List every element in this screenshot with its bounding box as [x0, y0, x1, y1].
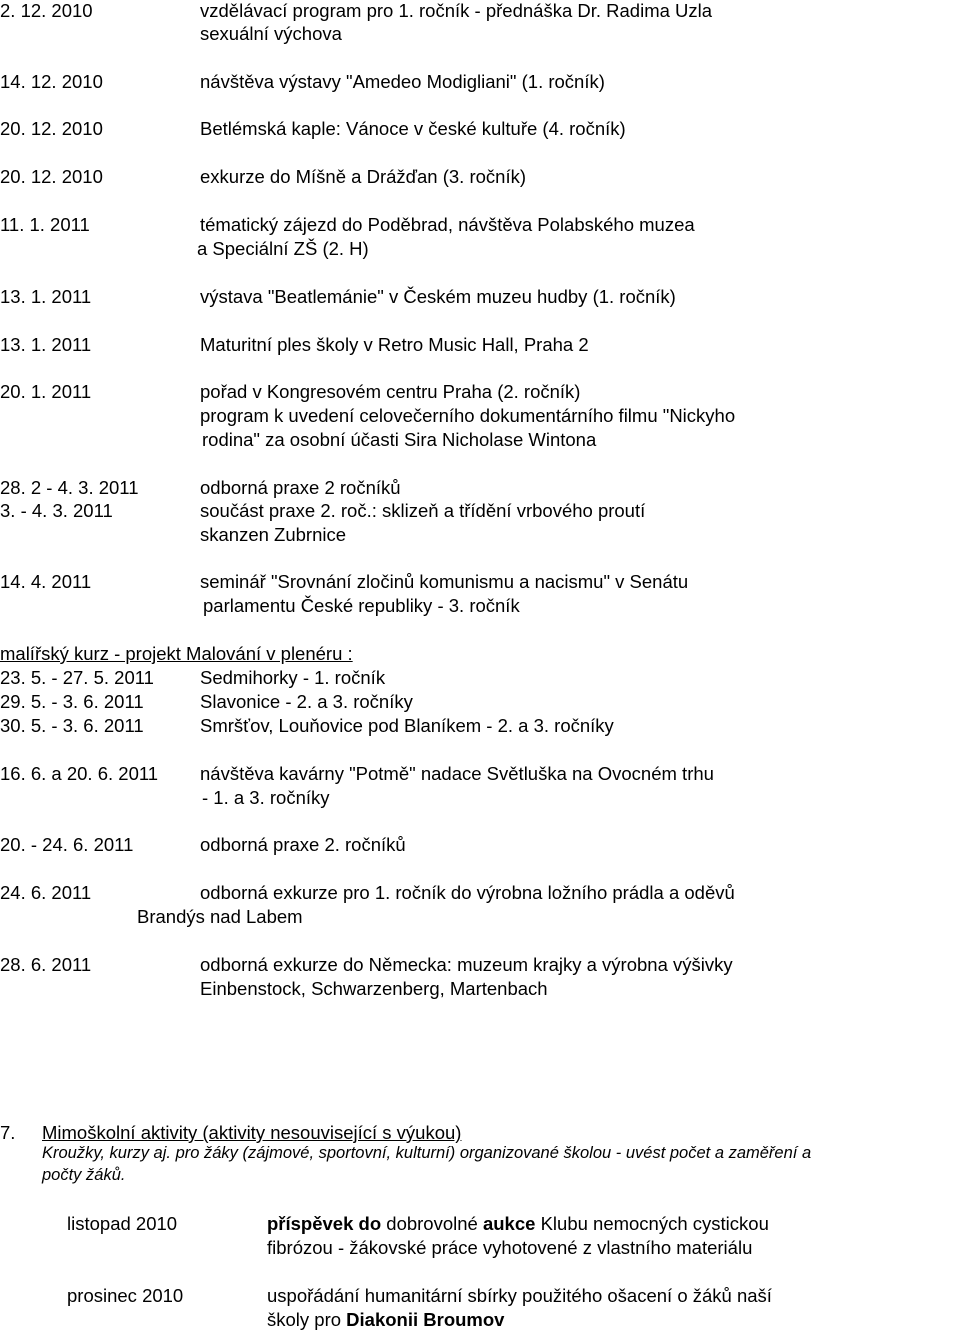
event-date: 16. 6. a 20. 6. 2011	[0, 763, 159, 784]
event-text: návštěva kavárny "Potmě" nadace Světluška na Ovocném trhu	[200, 763, 714, 784]
activity-bold: Diakonii Broumov	[346, 1309, 505, 1330]
event-date: 13. 1. 2011	[0, 334, 92, 355]
activity-bold: aukce	[482, 1213, 536, 1234]
course-text: Slavonice - 2. a 3. ročníky	[200, 691, 413, 712]
event-text: pořad v Kongresovém centru Praha (2. ročník)	[200, 381, 581, 402]
event-text: Einbenstock, Schwarzenberg, Martenbach	[200, 978, 548, 999]
event-text: program k uvedení celovečerního dokumentárního filmu "Nickyho	[200, 405, 736, 426]
event-text: sexuální výchova	[200, 23, 342, 44]
event-text: exkurze do Míšně a Drážďan (3. ročník)	[200, 166, 526, 187]
event-text: - 1. a 3. ročníky	[202, 787, 330, 808]
section-title: Mimoškolní aktivity (aktivity nesouvisející s výukou)	[42, 1122, 462, 1143]
activity-span: školy pro	[267, 1309, 347, 1330]
course-text: Sedmihorky - 1. ročník	[200, 667, 386, 688]
event-date: 24. 6. 2011	[0, 882, 92, 903]
event-date: 13. 1. 2011	[0, 286, 92, 307]
event-text: vzdělávací program pro 1. ročník - přednáška Dr. Radima Uzla	[200, 0, 713, 21]
event-date: 20. 12. 2010	[0, 118, 103, 139]
section-note: počty žáků.	[42, 1166, 126, 1184]
event-date: 11. 1. 2011	[0, 214, 90, 235]
event-date: 28. 2 - 4. 3. 2011	[0, 477, 139, 498]
event-text: Brandýs nad Labem	[137, 906, 303, 927]
event-text: Maturitní ples školy v Retro Music Hall, Praha 2	[200, 334, 589, 355]
event-date: 28. 6. 2011	[0, 954, 92, 975]
event-text: parlamentu České republiky - 3. ročník	[203, 595, 520, 616]
section-note: Kroužky, kurzy aj. pro žáky (zájmové, sportovní, kulturní) organizované školou - uvést počet a zaměření a	[42, 1144, 812, 1162]
event-date: 20. - 24. 6. 2011	[0, 834, 134, 855]
event-text: tématický zájezd do Poděbrad, návštěva Polabského muzea	[200, 214, 695, 235]
activity-date: listopad 2010	[67, 1213, 178, 1234]
painting-course-heading: malířský kurz - projekt Malování v plenéru :	[0, 643, 353, 664]
course-date: 30. 5. - 3. 6. 2011	[0, 715, 144, 736]
activity-span: dobrovolné	[381, 1213, 483, 1234]
event-date: 20. 12. 2010	[0, 166, 103, 187]
event-text: návštěva výstavy "Amedeo Modigliani" (1. ročník)	[200, 71, 605, 92]
event-date: 3. - 4. 3. 2011	[0, 500, 113, 521]
event-text: Betlémská kaple: Vánoce v české kultuře (4. ročník)	[200, 118, 626, 139]
activity-bold: příspěvek do	[267, 1213, 382, 1234]
event-text: odborná exkurze pro 1. ročník do výrobna ložního prádla a oděvů	[200, 882, 735, 903]
event-text: seminář "Srovnání zločinů komunismu a nacismu" v Senátu	[200, 571, 689, 592]
event-text: a Speciální ZŠ (2. H)	[197, 238, 369, 259]
activity-text	[267, 1311, 504, 1330]
event-text: rodina" za osobní účasti Sira Nicholase Wintona	[202, 429, 597, 450]
event-date: 2. 12. 2010	[0, 0, 93, 21]
event-date: 14. 4. 2011	[0, 571, 92, 592]
activity-date: prosinec 2010	[67, 1285, 184, 1306]
event-text: odborná praxe 2. ročníků	[200, 834, 406, 855]
event-text: odborná exkurze do Německa: muzeum krajky a výrobna výšivky	[200, 954, 733, 975]
course-date: 29. 5. - 3. 6. 2011	[0, 691, 144, 712]
section-number: 7.	[0, 1122, 16, 1143]
event-text: skanzen Zubrnice	[200, 524, 347, 545]
course-text: Smršťov, Louňovice pod Blaníkem - 2. a 3. ročníky	[200, 715, 614, 736]
activity-text: uspořádání humanitární sbírky použitého ošacení o žáků naší	[267, 1285, 772, 1306]
event-text: součást praxe 2. roč.: sklizeň a třídění vrbového proutí	[200, 500, 646, 521]
event-date: 20. 1. 2011	[0, 381, 92, 402]
activity-text	[267, 1215, 769, 1234]
activity-span: Klubu nemocných cystickou	[535, 1213, 769, 1234]
event-date: 14. 12. 2010	[0, 71, 103, 92]
event-text: výstava "Beatlemánie" v Českém muzeu hudby (1. ročník)	[200, 286, 676, 307]
activity-text: fibrózou - žákovské práce vyhotovené z vlastního materiálu	[267, 1237, 753, 1258]
course-date: 23. 5. - 27. 5. 2011	[0, 667, 154, 688]
event-text: odborná praxe 2 ročníků	[200, 477, 401, 498]
